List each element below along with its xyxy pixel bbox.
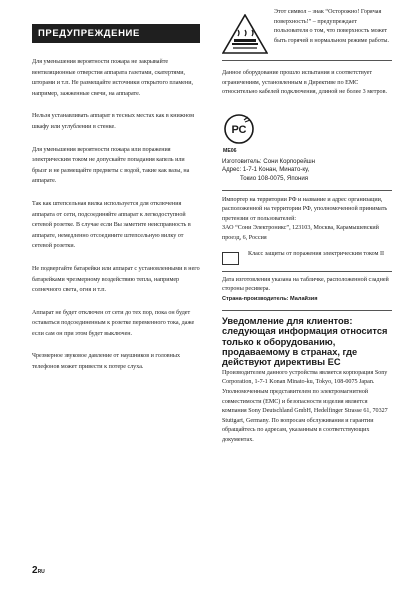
- divider: [222, 310, 392, 311]
- importer-text: Импортер на территории РФ и название и адрес организации, расположенной на территории РФ, уполномоченной принимать претензии от пользователей:: [222, 196, 388, 222]
- right-column: [222, 8, 392, 446]
- certification-block: [222, 112, 392, 148]
- paragraph-fire-ventilation: Для уменьшения вероятности пожара не закрывайте вентиляционные отверстия аппарата газетами, скатертями, шторами и т.п. Не размещайте источники открытого пламени, например, зажженные свечи, на аппарате.: [32, 59, 194, 97]
- paragraph-confined-space: Нельзя устанавливать аппарат в тесных местах как в книжном шкафу или углублении в стенке.: [32, 113, 195, 130]
- divider: [222, 60, 392, 61]
- left-column: [32, 24, 200, 373]
- protection-class-text: Класс защиты от поражения электрическим током II: [248, 250, 385, 257]
- paragraph-plug: Так как штепсельная вилка используется для отключения аппарата от сети, подсоединяйте аппарат к легкодоступной сетевой розетке. В случае если Вы заметите неисправность в аппарате, немедленно отсоедините штепсельную вилку от сетевой розетки.: [32, 200, 191, 250]
- svg-text:РС: РС: [231, 123, 247, 136]
- importer-address: ЗАО “Сони Электроникс”, 123103, Москва, Карамышевский проезд, 6, Россия: [222, 225, 379, 241]
- origin-country: Страна-производитель: Малайзия: [222, 295, 318, 302]
- manufacturer-line-2: Адрес: 1-7-1 Конан, Минато-ку,: [222, 166, 310, 174]
- manufacture-date-text: Дата изготовления указана на табличке, расположенной сзадней стороны ресивера.: [222, 276, 389, 293]
- hot-surface-warning-icon: [222, 14, 268, 54]
- manufacturer-line-3: Токио 108-0075, Япония: [240, 174, 309, 182]
- warning-paragraphs: [32, 57, 200, 373]
- customer-notice-heading: Уведомление для клиентов: следующая информация относится только к оборудованию, продаваемому в странах, где действуют директивы ЕС: [222, 315, 388, 368]
- emc-test-text: Данное оборудование прошло испытания и соответствует ограничениям, установленным в Директиве по ЕМС относительно кабелей подключения, длиной не более 3 метров.: [222, 70, 387, 96]
- protection-class-row: [222, 250, 392, 265]
- paragraph-hearing: Чрезмерное звуковое давление от наушников и головных телефонов может привести к потере слуха.: [32, 353, 181, 371]
- divider: [222, 271, 392, 272]
- class-ii-symbol-icon: [222, 252, 239, 265]
- pct-certification-icon: [222, 112, 256, 146]
- hot-surface-text: Этот символ – знак “Осторожно! Горячая поверхность!” – предупреждает пользователя о том, что поверхность может быть горячей в нормальном режиме работы.: [274, 9, 389, 44]
- manufacturer-line-1: Изготовитель: Сони Корпорейшн: [222, 157, 316, 165]
- page-number-value: 2: [32, 565, 38, 576]
- paragraph-batteries: Не подвергайте батарейки или аппарат с установленными в него батарейками чрезмерному воздействию тепла, например солнечного света, огня и т.п.: [32, 265, 200, 294]
- language-code: RU: [37, 569, 45, 575]
- paragraph-mains: Аппарат не будет отключен от сети до тех пор, пока он будет оставаться подсоединенным к розетке переменного тока, даже если сам он при этом будет выключен.: [32, 309, 195, 337]
- divider: [222, 190, 392, 191]
- page-number: [32, 565, 45, 576]
- paragraph-water: Для уменьшения вероятности пожара или поражения электрическим током не допускайте попадания капель или брызг и не размещайте предметы с водой, такие как вазы, на аппарате.: [32, 146, 190, 185]
- hot-surface-notice: [222, 8, 392, 54]
- customer-notice-text: Производителем данного устройства является корпорация Sony Corporation, 1-7-1 Konan Minato-ku, Tokyo, 108-0075 Japan. Уполномоченным представителем по электромагнитной совместимости (ЕМС) и безопасности изделия является компания Sony Deutschland GmbH, Hedelfinger Strasse 61, 70327 Stuttgart, Germany. По вопросам обслуживания и гарантии обращайтесь по адресам, указанным в соответствующих документах.: [222, 369, 388, 443]
- manufacturer-info: [222, 158, 392, 184]
- certification-code: МЕ06: [223, 147, 237, 154]
- warning-header: ПРЕДУПРЕЖДЕНИЕ: [32, 24, 200, 43]
